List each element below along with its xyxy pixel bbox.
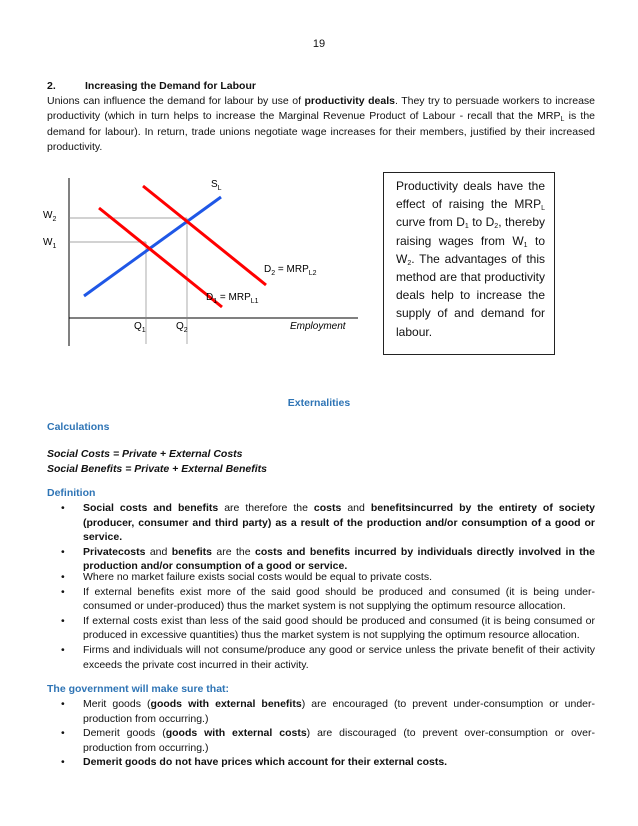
list-item: • Demerit goods do not have prices which account for their external costs.	[61, 756, 448, 769]
demand-curve-d1	[99, 208, 222, 307]
list-item: • Social costs and benefits are therefore the costs and benefitsincurred by the entirety of society (producer, consumer and third party) as a result of the production and/or consumption of a good or service.	[61, 502, 595, 544]
bullet-icon: •	[61, 698, 65, 710]
calculations-heading: Calculations	[47, 421, 110, 433]
social-costs-formula: Social Costs = Private + External Costs	[47, 448, 243, 460]
q1-label: $Q_1$	[134, 321, 146, 334]
page-number: 19	[312, 38, 326, 50]
labour-market-graph	[40, 172, 360, 352]
bullet-icon: •	[61, 502, 65, 514]
callout-subscript: 1	[523, 241, 528, 249]
bullet-icon: •	[61, 756, 65, 769]
callout-subscript: L	[541, 205, 545, 213]
intro-bold-term: productivity deals	[304, 95, 395, 107]
government-list	[47, 697, 595, 770]
callout-box	[383, 172, 555, 355]
list-item: • Demerit goods (goods with external costs) are discouraged (to prevent over-consumption or over-production from occurring.)	[61, 727, 595, 754]
callout-text: , thereby raising wages from W	[396, 215, 545, 248]
section-heading	[47, 80, 256, 92]
intro-text: Unions can influence the demand for labour by use of	[47, 95, 305, 107]
d2-label: $D_2 = MRP_{L2}$	[264, 264, 317, 277]
section-number: 2.	[47, 80, 56, 92]
list-item: • Merit goods (goods with external benefits) are encouraged (to prevent under-consumption or under-production from occurring.)	[61, 698, 595, 725]
explanation-list	[47, 570, 595, 672]
intro-text: is the demand for labour). In return, trade unions negotiate wage increases for their members, justified by their increased productivity.	[47, 110, 595, 153]
sl-label: $S_L$	[211, 179, 222, 192]
callout-text: curve from D	[396, 215, 465, 230]
section-title: Increasing the Demand for Labour	[85, 80, 256, 92]
intro-paragraph	[47, 94, 595, 155]
definition-list	[47, 501, 595, 574]
w2-label: $W_2$	[43, 210, 57, 223]
w1-label: $W_1$	[43, 237, 57, 250]
demand-curve-d2	[143, 186, 266, 285]
intro-text: . They try to persuade workers to increase productivity (which in turn helps to increase the Marginal Revenue Product of Labour - recall that the MRP	[47, 95, 595, 123]
externalities-title: Externalities	[287, 397, 351, 409]
callout-subscript: 1	[464, 223, 469, 231]
callout-subscript: 2	[494, 223, 499, 231]
list-item: • Firms and individuals will not consume/produce any good or service unless the private benefit of their activity exceeds the private cost incurred in their activity.	[61, 643, 595, 671]
q2-label: $Q_2$	[176, 321, 188, 334]
list-item: • If external costs exist than less of the said good should be produced and consumed (it is being consumed or produced in excessive quantities) thus the market system is not supplying the optimum resource allocation.	[61, 614, 595, 642]
bullet-icon: •	[61, 571, 65, 583]
list-item: • Privatecosts and benefits are the costs and benefits incurred by individuals directly involved in the production and/or consumption of a good or service.	[61, 545, 595, 573]
bullet-icon: •	[61, 585, 65, 598]
definition-heading: Definition	[47, 487, 96, 499]
callout-text: to W	[396, 233, 545, 266]
social-benefits-formula: Social Benefits = Private + External Benefits	[47, 463, 268, 475]
x-axis-label: Employment	[290, 321, 346, 332]
bullet-icon: •	[61, 614, 65, 627]
callout-subscript: 2	[407, 259, 412, 267]
callout-text: . The advantages of this method are that productivity deals help to increase the supply of and demand for labour.	[396, 251, 545, 339]
government-heading: The government will make sure that:	[47, 683, 230, 695]
bullet-icon: •	[61, 727, 65, 740]
d1-label: $D_1 = MRP_{L1}$	[206, 292, 259, 305]
callout-text: Productivity deals have the effect of raising the MRP	[396, 179, 545, 212]
list-item: • If external benefits exist more of the said good should be produced and consumed (it is being under-consumed or under-produced) thus the market system is not supplying the optimum resource allocation.	[61, 585, 595, 613]
bullet-icon: •	[61, 545, 65, 558]
intro-subscript: L	[560, 116, 565, 124]
list-item: • Where no market failure exists social costs would be equal to private costs.	[61, 571, 432, 583]
bullet-icon: •	[61, 643, 65, 656]
callout-text: to D	[468, 215, 495, 230]
